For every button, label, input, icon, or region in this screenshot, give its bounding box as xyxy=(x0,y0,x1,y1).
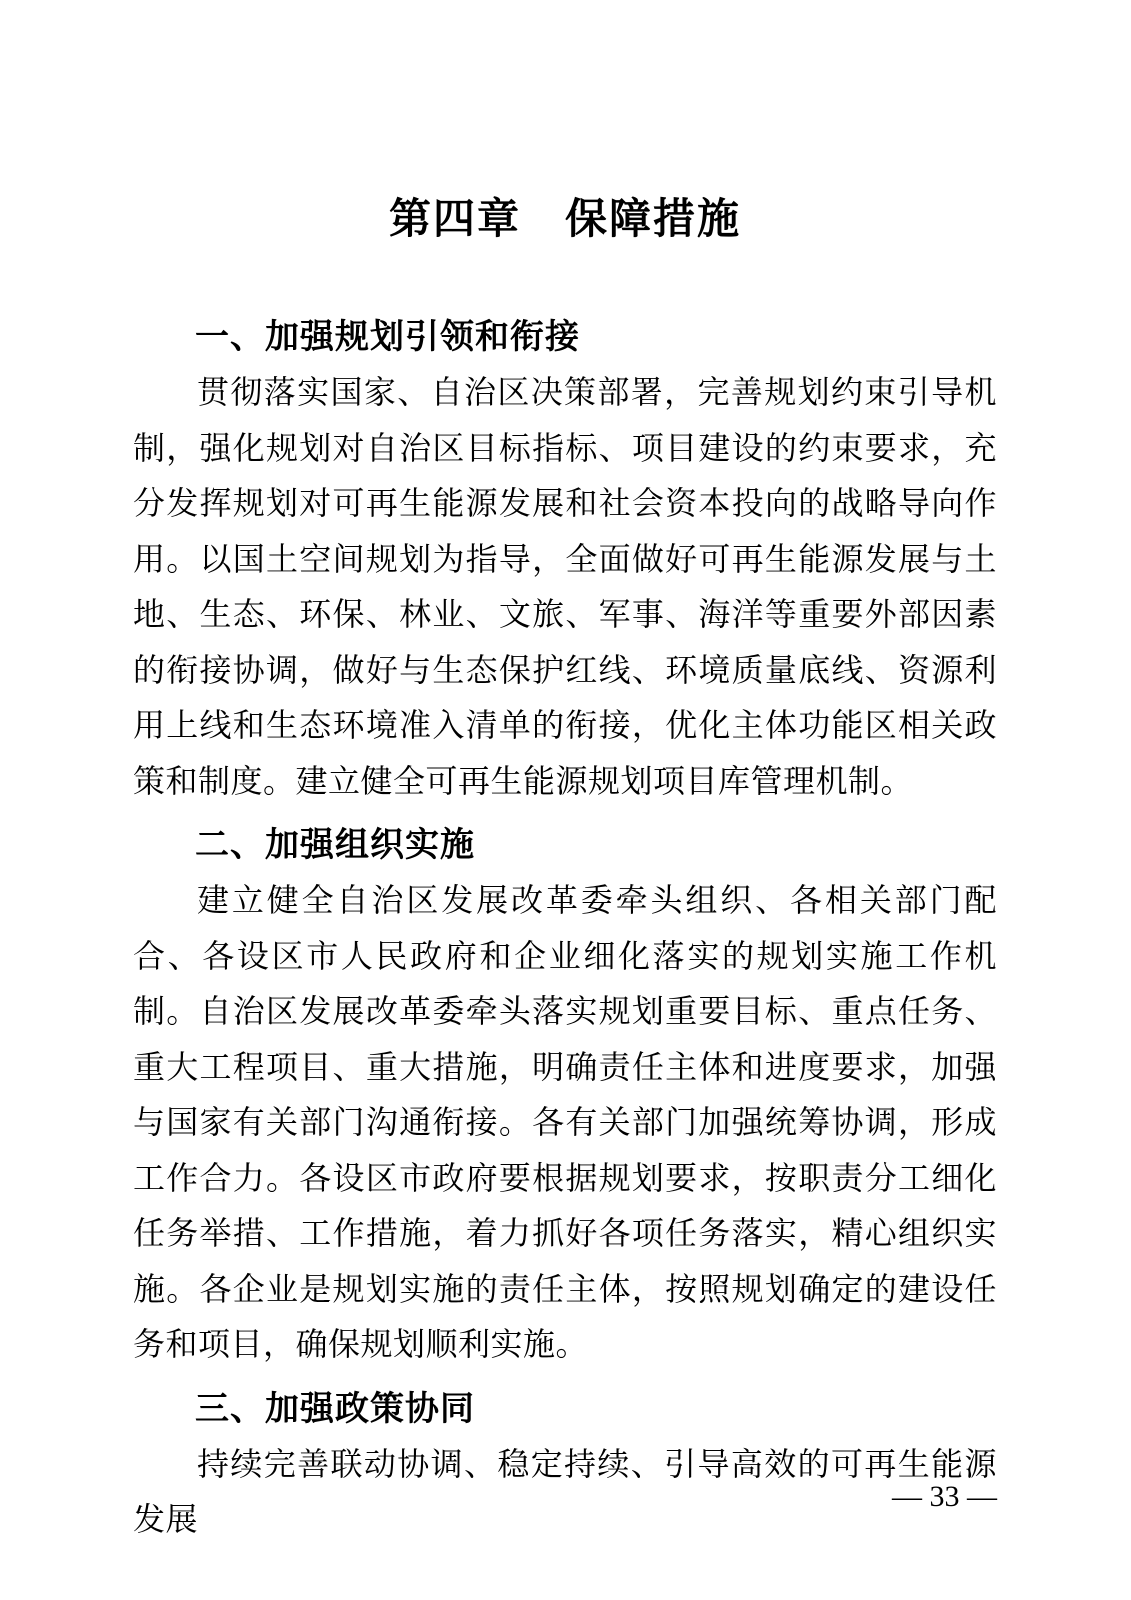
section-2-paragraph: 建立健全自治区发展改革委牵头组织、各相关部门配合、各设区市人民政府和企业细化落实的规划实施工作机制。自治区发展改革委牵头落实规划重要目标、重点任务、重大工程项目、重大措施，明确责任主体和进度要求，加强与国家有关部门沟通衔接。各有关部门加强统筹协调，形成工作合力。各设区市政府要根据规划要求，按职责分工细化任务举措、工作措施，着力抓好各项任务落实，精心组织实施。各企业是规划实施的责任主体，按照规划确定的建设任务和项目，确保规划顺利实施。 xyxy=(133,882,997,1362)
section-organization-implementation xyxy=(133,817,997,1373)
section-policy-coordination xyxy=(133,1381,997,1548)
section-1-paragraph: 贯彻落实国家、自治区决策部署，完善规划约束引导机制，强化规划对自治区目标指标、项目建设的约束要求，充分发挥规划对可再生能源发展和社会资本投向的战略导向作用。以国土空间规划为指导，全面做好可再生能源发展与土地、生态、环保、林业、文旅、军事、海洋等重要外部因素的衔接协调，做好与生态保护红线、环境质量底线、资源利用上线和生态环境准入清单的衔接，优化主体功能区相关政策和制度。建立健全可再生能源规划项目库管理机制。 xyxy=(133,374,997,799)
section-1-heading: 一、加强规划引领和衔接 xyxy=(195,318,580,356)
page-number: — 33 — xyxy=(892,1480,997,1513)
chapter-title: 第四章 保障措施 xyxy=(388,197,741,243)
section-2-heading: 二、加强组织实施 xyxy=(195,826,475,864)
section-3-paragraph: 持续完善联动协调、稳定持续、引导高效的可再生能源发展 xyxy=(133,1445,997,1537)
section-planning-guidance xyxy=(133,309,997,809)
section-3-heading: 三、加强政策协同 xyxy=(195,1389,475,1428)
